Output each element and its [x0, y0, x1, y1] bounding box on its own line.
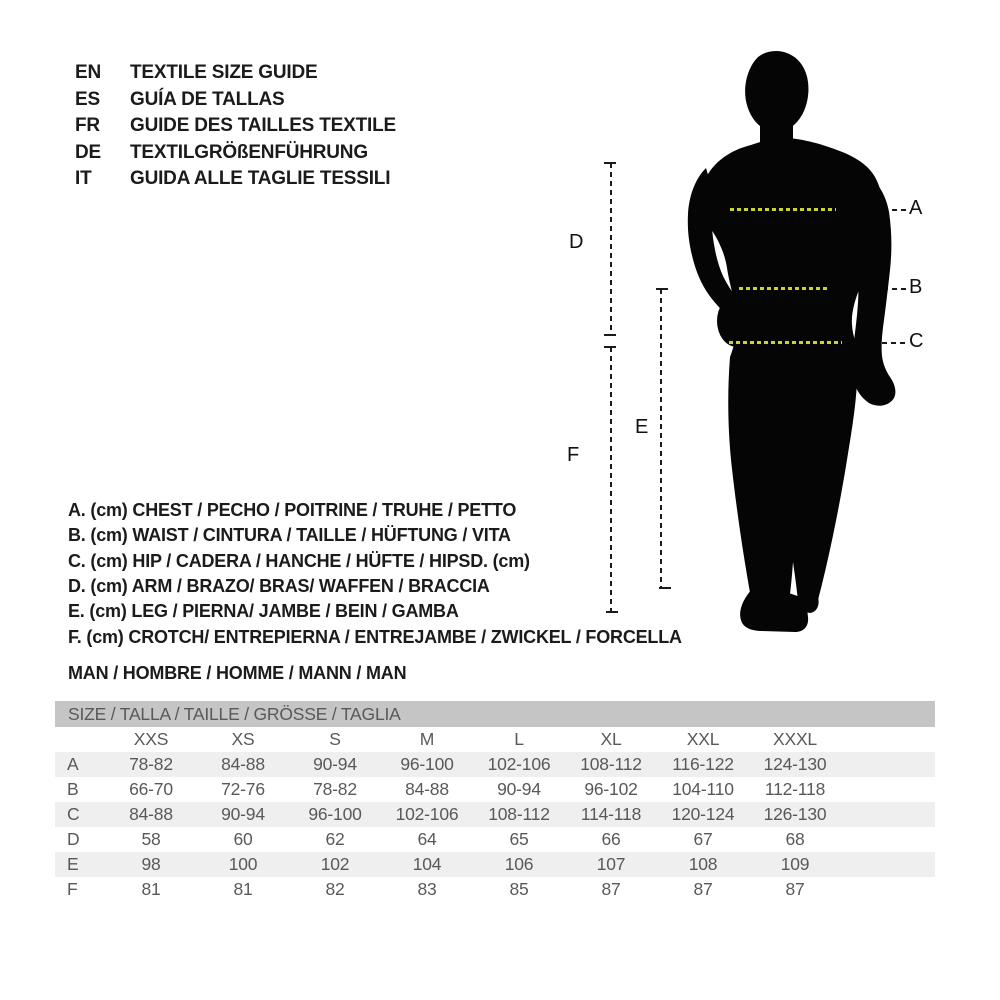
hip-highlight-dashes: [729, 341, 842, 344]
measure-value-cell: 102-106: [395, 804, 459, 824]
silhouette-left-hand: [717, 295, 757, 347]
filler-cell: [841, 827, 935, 852]
filler-cell: [841, 852, 935, 877]
guide-title: TEXTILE SIZE GUIDE: [130, 62, 318, 84]
measure-value-cell: 65: [509, 829, 529, 849]
size-column-header: XS: [231, 729, 255, 749]
measure-value-cell: 100: [228, 854, 258, 874]
size-column-header-row: [55, 727, 935, 752]
legend-line: E. (cm) LEG / PIERNA/ JAMBE / BEIN / GAMBA: [68, 601, 459, 622]
measure-value-cell: 90-94: [221, 804, 265, 824]
measure-value-cell: 83: [417, 879, 437, 899]
guide-title: TEXTILGRÖßENFÜHRUNG: [130, 141, 368, 163]
measure-value-cell: 78-82: [313, 779, 357, 799]
gender-line: MAN / HOMBRE / HOMME / MANN / MAN: [68, 663, 407, 683]
measure-value-cell: 66: [601, 829, 621, 849]
leg-label: E: [635, 416, 649, 438]
measure-value-cell: 102-106: [487, 754, 551, 774]
size-column-header: L: [514, 729, 524, 749]
waist-label: B: [909, 276, 923, 298]
guide-title: GUIDE DES TAILLES TEXTILE: [130, 115, 396, 137]
legend-line: C. (cm) HIP / CADERA / HANCHE / HÜFTE / HIPSD. (cm): [68, 550, 530, 571]
measure-value-cell: 68: [785, 829, 805, 849]
measure-row-label: E: [67, 854, 79, 874]
size-column-header: XXXL: [773, 729, 817, 749]
size-column-header: XL: [600, 729, 622, 749]
silhouette-legs: [728, 357, 857, 602]
waist-highlight-dashes: [739, 287, 828, 290]
measure-value-cell: 66-70: [129, 779, 173, 799]
man-silhouette: [560, 40, 960, 660]
filler-cell: [841, 752, 935, 777]
language-code: IT: [75, 168, 92, 190]
measure-value-cell: 85: [509, 879, 529, 899]
measure-value-cell: 84-88: [221, 754, 265, 774]
measure-value-cell: 102: [320, 854, 350, 874]
measure-row-label: B: [67, 779, 79, 799]
chest-label: A: [909, 197, 923, 219]
measure-value-cell: 124-130: [763, 754, 827, 774]
measure-value-cell: 84-88: [129, 804, 173, 824]
size-column-header: M: [419, 729, 435, 749]
table-row: [55, 802, 935, 827]
measure-value-cell: 60: [233, 829, 253, 849]
size-table-header: SIZE / TALLA / TAILLE / GRÖSSE / TAGLIA: [55, 701, 935, 727]
legend-line: D. (cm) ARM / BRAZO/ BRAS/ WAFFEN / BRACCIA: [68, 576, 490, 597]
measure-value-cell: 81: [141, 879, 161, 899]
measure-value-cell: 90-94: [497, 779, 541, 799]
measure-value-cell: 106: [504, 854, 534, 874]
table-row: [55, 852, 935, 877]
measure-value-cell: 62: [325, 829, 345, 849]
measure-value-cell: 87: [601, 879, 621, 899]
measure-value-cell: 104: [412, 854, 442, 874]
measure-value-cell: 107: [596, 854, 626, 874]
size-column-header: XXL: [686, 729, 720, 749]
measure-value-cell: 96-100: [400, 754, 454, 774]
measure-value-cell: 108: [688, 854, 718, 874]
size-table: [55, 701, 935, 902]
measure-row-label: C: [67, 804, 80, 824]
measure-value-cell: 78-82: [129, 754, 173, 774]
measure-row-label: A: [67, 754, 79, 774]
filler-cell: [841, 727, 935, 752]
filler-cell: [841, 877, 935, 902]
language-code: DE: [75, 141, 101, 163]
measure-value-cell: 72-76: [221, 779, 265, 799]
measure-value-cell: 67: [693, 829, 713, 849]
crotch-label: F: [567, 444, 580, 466]
measure-value-cell: 96-100: [308, 804, 362, 824]
measure-value-cell: 96-102: [584, 779, 638, 799]
measure-value-cell: 114-118: [580, 804, 642, 824]
arm-label: D: [569, 231, 584, 253]
language-code: EN: [75, 62, 101, 84]
measure-value-cell: 104-110: [672, 779, 734, 799]
legend-line: A. (cm) CHEST / PECHO / POITRINE / TRUHE / PETTO: [68, 500, 517, 521]
measure-value-cell: 109: [780, 854, 810, 874]
hip-label: C: [909, 330, 924, 352]
size-table-body: [55, 727, 935, 902]
measure-row-label: D: [67, 829, 80, 849]
corner-cell: [55, 727, 105, 752]
measure-value-cell: 126-130: [763, 804, 827, 824]
table-row: [55, 777, 935, 802]
language-code: ES: [75, 88, 100, 110]
measure-value-cell: 87: [693, 879, 713, 899]
chest-highlight-dashes: [730, 208, 836, 211]
measure-value-cell: 112-118: [764, 779, 826, 799]
table-row: [55, 877, 935, 902]
filler-cell: [841, 802, 935, 827]
measure-value-cell: 81: [233, 879, 253, 899]
measure-value-cell: 64: [417, 829, 437, 849]
guide-title: GUÍA DE TALLAS: [130, 88, 285, 110]
table-row: [55, 752, 935, 777]
guide-title: GUIDA ALLE TAGLIE TESSILI: [130, 168, 391, 190]
measure-row-label: F: [67, 879, 78, 899]
measure-value-cell: 82: [325, 879, 345, 899]
measure-value-cell: 116-122: [672, 754, 734, 774]
measure-value-cell: 90-94: [313, 754, 357, 774]
measure-value-cell: 120-124: [671, 804, 735, 824]
legend-line: B. (cm) WAIST / CINTURA / TAILLE / HÜFTUNG / VITA: [68, 525, 511, 546]
measure-value-cell: 108-112: [488, 804, 550, 824]
size-column-header: S: [329, 729, 341, 749]
legend-line: F. (cm) CROTCH/ ENTREPIERNA / ENTREJAMBE / ZWICKEL / FORCELLA: [68, 626, 682, 647]
measure-value-cell: 87: [785, 879, 805, 899]
measure-value-cell: 108-112: [580, 754, 642, 774]
size-column-header: XXS: [133, 729, 169, 749]
filler-cell: [841, 777, 935, 802]
measure-value-cell: 84-88: [405, 779, 449, 799]
measure-value-cell: 98: [141, 854, 161, 874]
language-code: FR: [75, 115, 100, 137]
table-row: [55, 827, 935, 852]
measure-value-cell: 58: [141, 829, 161, 849]
